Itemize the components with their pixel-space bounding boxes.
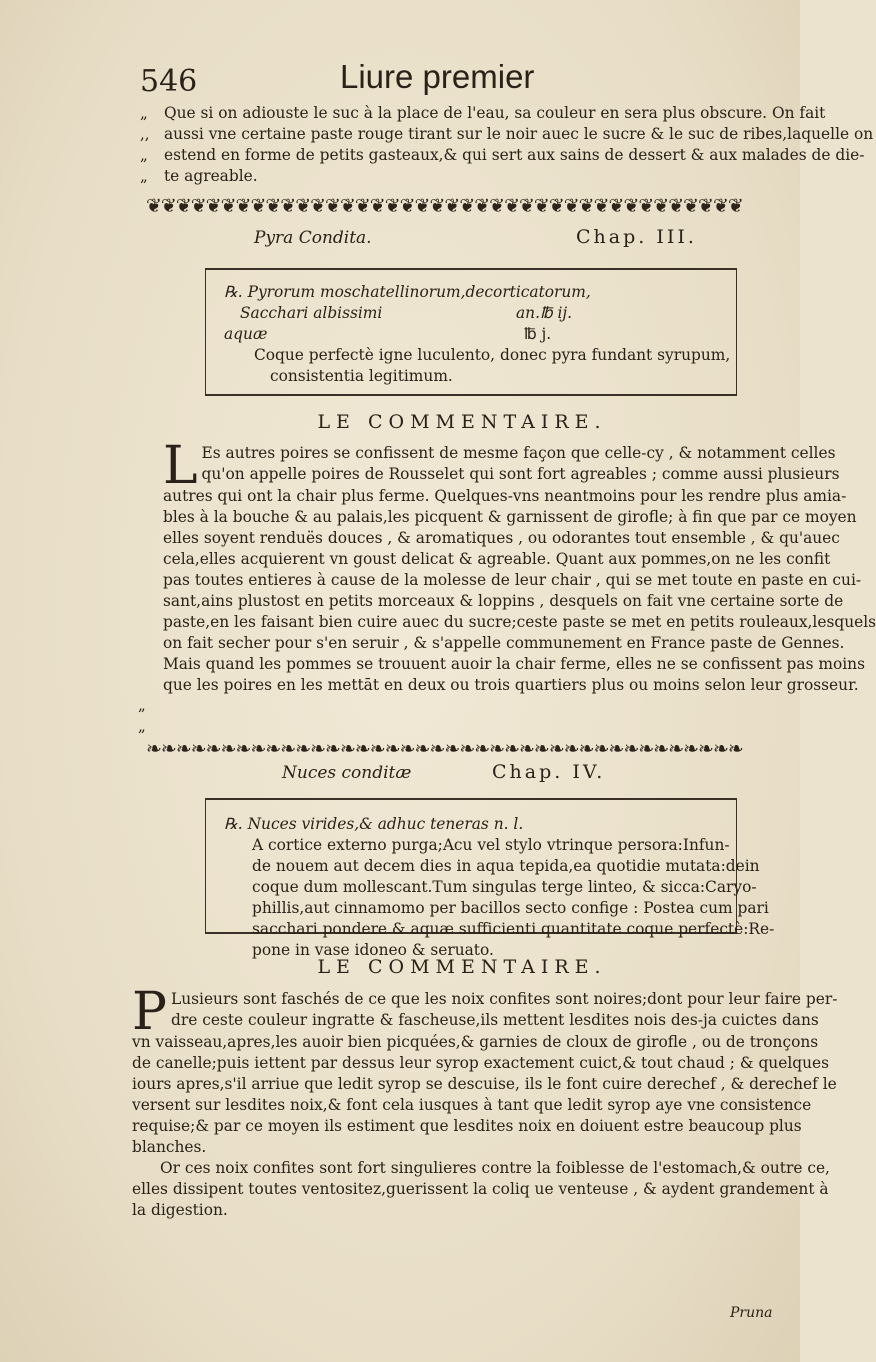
drop-cap: L [163,436,198,496]
commentary-quote-marks [138,695,158,737]
text-line: la digestion. [132,1201,228,1219]
text-line: que les poires en les mettāt en deux ou trois quartiers plus ou moins selon leur grosseur. [163,676,859,694]
text-line: te agreable. [164,167,258,185]
text-line: versent sur lesdites noix,& font cela iusques à tant que ledit syrop aye vne consistence [132,1096,812,1114]
text-line: qu'on appelle poires de Rousselet qui sont fort agreables ; comme aussi plusieurs [201,465,840,483]
recipe-line: ℞. Pyrorum moschatellinorum,decorticatorum, [224,283,591,301]
text-line: autres qui ont la chair plus ferme. Quelques-vns neantmoins pour les rendre plus amia- [163,487,847,505]
page-number: 546 [140,64,198,99]
text-line: bles à la bouche & au palais,les picquent & garnissent de girofle; à fin que par ce moyen [163,508,857,526]
text-line: estend en forme de petits gasteaux,& qui sert aux sains de dessert & aux malades de die- [164,146,865,164]
recipe-box [205,268,737,396]
recipe-line: aquæ ℔ j. [224,325,552,343]
quote-mark: „ [140,167,148,185]
commentary-title: LE COMMENTAIRE. [317,411,607,433]
intro-paragraph [164,103,874,187]
text-line: sant,ains plustost en petits morceaux & loppins , desquels on fait vne certaine sorte de [163,592,844,610]
text-line: iours apres,s'il arriue que ledit syrop se descuise, ils le font cuire derechef , & derechef le [132,1075,837,1093]
recipe-line: Sacchari albissimi an.℔ ij. [240,304,573,322]
text-line: vn vaisseau,apres,les auoir bien picquées,& garnies de cloux de girofle , ou de tronçons [132,1033,819,1051]
recipe-line: pone in vase idoneo & seruato. [252,941,494,959]
page-header [140,58,660,102]
text-line: aussi vne certaine paste rouge tirant sur le noir auec le sucre & le suc de ribes,laquelle on [164,125,874,143]
catchword: Pruna [730,1305,773,1321]
commentary-paragraph [132,982,838,1221]
text-line: dre ceste couleur ingratte & fascheuse,ils mettent lesdites nois des-ja cuictes dans [171,1011,819,1029]
text-line: on fait secher pour s'en seruir , & s'appelle communement en France paste de Gennes. [163,634,845,652]
recipe-line: phillis,aut cinnamomo per bacillos secto confige : Postea cum pari [252,899,769,917]
ornamental-band: ❦❦❦❦❦❦❦❦❦❦❦❦❦❦❦❦❦❦❦❦❦❦❦❦❦❦❦❦❦❦❦❦❦❦❦❦❦❦❦❦ [146,195,743,217]
text-line: Or ces noix confites sont fort singulieres contre la foiblesse de l'estomach,& outre ce, [160,1159,830,1177]
recipe-line: sacchari pondere & aquæ sufficienti quantitate coque perfectè:Re- [252,920,775,938]
text-line: elles soyent renduës douces , & aromatiques , ou odorantes tout ensemble , & qu'auec [163,529,840,547]
running-title: Liure premier [340,58,535,95]
recipe-line: de nouem aut decem dies in aqua tepida,ea quotidie mutata:dein [252,857,760,875]
text-line: paste,en les faisant bien cuire auec du sucre;ceste paste se met en petits rouleaux,lesquels [163,613,876,631]
recipe-line: consistentia legitimum. [270,367,453,385]
chapter-number: Chap. III. [576,226,697,248]
chapter-title: Nuces conditæ [282,763,412,783]
text-line: blanches. [132,1138,207,1156]
text-line: requise;& par ce moyen ils estiment que lesdites noix en doiuent estre beaucoup plus [132,1117,802,1135]
recipe-line: ℞. Nuces virides,& adhuc teneras n. l. [224,815,524,833]
text-line: Lusieurs sont faschés de ce que les noix confites sont noires;dont pour leur faire per- [171,990,838,1008]
quote-mark: ,, [140,125,150,143]
text-line: pas toutes entieres à cause de la molesse de leur chair , qui se met toute en paste en cui- [163,571,862,589]
recipe-line: Coque perfectè igne luculento, donec pyra fundant syrupum, [254,346,731,364]
text-line: Que si on adiouste le suc à la place de l'eau, sa couleur en sera plus obscure. On fait [164,104,826,122]
quote-mark: „ [140,146,148,164]
text-line: de canelle;puis iettent par dessus leur syrop exactement cuict,& tout chaud ; & quelques [132,1054,830,1072]
commentary-paragraph [163,436,876,696]
drop-cap: P [132,982,167,1042]
chapter-title: Pyra Condita. [254,228,372,248]
recipe-line: A cortice externo purga;Acu vel stylo vtrinque persora:Infun- [252,836,730,854]
recipe-line: coque dum mollescant.Tum singulas terge linteo, & sicca:Caryo- [252,878,757,896]
quote-mark: „ [138,696,146,714]
chapter-number: Chap. IV. [492,761,606,783]
text-line: cela,elles acquierent vn goust delicat & agreable. Quant aux pommes,on ne les confit [163,550,831,568]
text-line: elles dissipent toutes ventositez,guerissent la coliq ue venteuse , & aydent grandement à [132,1180,829,1198]
text-line: Es autres poires se confissent de mesme façon que celle-cy , & notamment celles [201,444,836,462]
intro-quote-marks [140,103,160,187]
quote-mark: „ [138,717,146,735]
commentary-title: LE COMMENTAIRE. [317,956,607,978]
chapter-heading [146,763,778,789]
recipe-box [205,798,775,959]
ornamental-band: ❧❧❧❧❧❧❧❧❧❧❧❧❧❧❧❧❧❧❧❧❧❧❧❧❧❧❧❧❧❧❧❧❧❧❧❧❧❧❧❧ [146,738,743,760]
chapter-heading [146,228,778,254]
text-line: Mais quand les pommes se trouuent auoir la chair ferme, elles ne se confissent pas moins [163,655,865,673]
quote-mark: „ [140,104,148,122]
